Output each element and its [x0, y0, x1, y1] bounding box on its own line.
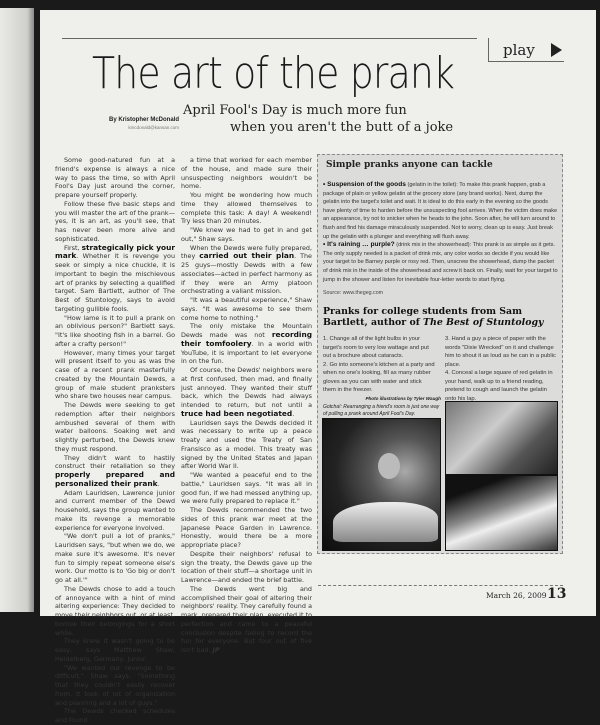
paragraph: [181, 419, 312, 472]
paragraph: [181, 156, 312, 191]
sidebar-pranks-list: [323, 181, 559, 284]
bold-text: properly prepared and personalized their prank: [55, 470, 175, 488]
text-segment: The Dewds chose to add a touch of annoyance with a hint of mind altering experience: They decided to move their neighbors out, or at least, borrow their belongings for a short while.: [55, 584, 175, 637]
footer-rule: [318, 585, 563, 586]
text-segment: "We wanted our revenge to be difficult," Shaw says. "Something that they couldn't easily recover from. It took of lot of organization and planning and a lot of guys.": [55, 663, 175, 707]
sidebar-heading: Simple pranks anyone can tackle: [326, 160, 493, 170]
text-segment: Follow these five basic steps and you will master the art of the prank—yes, it is an art, as you'll see, that has never been more alive and sophisticated.: [55, 199, 175, 243]
sidebar-box: [317, 154, 563, 554]
photo-rearranged-room: [445, 401, 558, 475]
paragraph: [323, 181, 559, 241]
paragraph: [55, 585, 175, 638]
play-triangle-icon: [551, 43, 562, 57]
text-segment: The only mistake the Mountain Dewds made was not: [181, 322, 312, 339]
paragraph: [55, 637, 175, 663]
text-segment: (drink mix in the showerhead): This prank is as simple as it gets. The only supply needed is a packet of drink mix, any color works so decide if you would like your target to be Barney purple or rosy red. Then, unscrew the showerhead, dump the packet of drink mix in the inside of the showerhead and screw it back on. Finally, wait for your target to jump in the shower and listen for inevitable four-letter words to start flying.: [323, 242, 558, 283]
photo-credit: Photo illustrations by Tyler Waugh: [365, 396, 441, 401]
byline: By Kristopher McDonald: [108, 117, 179, 123]
text-segment: The Dewds recommended the two sides of this prank war meet at the Japanese Peace Garden in Lawrence. Honestly, would there be a more appropriate place?: [181, 506, 312, 549]
text-segment: They knew it wasn't going to be easy, says Matthew Shaw, Heidelberg, Germany, junior.: [55, 637, 175, 663]
tip-item: 1. Change all of the light bulbs in your target's room to very low wattage and put out a brochure about cataracts.: [323, 336, 429, 359]
tip-item: 2. Go into someone's kitchen at a party and when no one's looking, fill as many rubber gloves as you can with water and stick them in the freezer.: [323, 361, 435, 393]
bold-text: carried out their plan: [199, 251, 295, 261]
paragraph: [55, 401, 175, 454]
text-segment: However, many times your target will present itself to you as was the case of a recent prank masterfully created by the Mountain Dewds, a group of male student pranksters who share two houses near campus.: [55, 348, 175, 401]
photo-face: [378, 453, 400, 479]
text-segment: Lauridsen says the Dewds decided it was necessary to write up a peace treaty and used the Treaty of San Fransisco as a model. This treaty was signed by the United States and Japan after World War II.: [181, 418, 312, 471]
photo-furniture: [445, 475, 558, 551]
paragraph: [181, 191, 312, 226]
paragraph: [181, 471, 312, 506]
text-segment: (gelatin in the toilet): To make this prank happen, grab a package of plain or yellow gelatin at the grocery store (any brand works). Next, dump the gelatin into the target's toilet and wait. It is ideal to do this early in the evening so the goods have plenty of time to harden before the unsuspecting fool arrives. When the victim does make an appearance, try not to snicker when he heads to the john. Soon after, he will turn around to flush and find his damage miraculously suspended. Not to worry, clean up is easy. Just break up the gelatin with a plunger and everything will flush away.: [323, 182, 558, 240]
text-segment: When the Dewds were fully prepared, they: [181, 243, 312, 261]
adjacent-page-edge: [0, 8, 34, 612]
subheadline-line-1: April Fool's Day is much more fun: [183, 103, 407, 118]
bold-text: • Suspension of the goods: [323, 181, 406, 188]
text-segment: Some good-natured fun at a friend's expense is always a nice way to pass the time, so with April Fool's Day just around the corner, prepare yourself properly.: [55, 156, 175, 199]
tips-left: [323, 335, 435, 395]
paragraph: [181, 366, 312, 419]
paragraph: [55, 489, 175, 533]
text-segment: Of course, the Dewds' neighbors were at first confused, then mad, and finally just annoyed. They wanted their stuff back, which the Dewds had always intended to return, but not until a: [181, 366, 312, 409]
paragraph: [181, 506, 312, 550]
text-segment: "We wanted a peaceful end to the battle," Lauridsen says. "It was all in good fun, if we had messed anything up, we were fully prepared to replace it.": [181, 471, 312, 506]
paragraph: [55, 156, 175, 200]
bold-text: • It's raining … purple?: [323, 241, 395, 249]
author-email: kmcdonald@kansan.com: [128, 125, 179, 130]
text-segment: a time that worked for each member of the house, and made sure their unsuspecting neighbors wouldn't be home.: [181, 156, 312, 191]
text-segment: First,: [64, 243, 82, 252]
paragraph: [55, 707, 175, 725]
paragraph: [181, 296, 312, 322]
paragraph: [181, 322, 312, 366]
text-segment: .: [292, 409, 295, 418]
paragraph: [181, 550, 312, 585]
text-segment: The Dewds were seeking to get redemption after their neighbors ambushed several of them with water balloons. Soaking wet and slightly perturbed, the Dewds knew they must respond.: [55, 401, 175, 453]
bold-text: truce had been negotiated: [181, 408, 293, 418]
article-column-1: [55, 156, 175, 725]
tip-item: 4. Conceal a large square of red gelatin in your hand, walk up to a friend reading, pretend to cough and launch the gelatin onto his lap.: [445, 370, 553, 402]
paragraph: [55, 532, 175, 585]
text-segment: "How lame is it to pull a prank on an oblivious person?" Bartlett says. "It's like shooting fish in a barrel. Go after a crafty person!": [55, 313, 175, 348]
text-segment: Despite their neighbors' refusal to sign the treaty, the Dewds gave up the location of their stuff—a shortage unit in Lawrence—and ended the brief battle.: [181, 549, 312, 584]
paragraph: [55, 664, 175, 708]
header-rule: [62, 38, 477, 39]
text-segment: .: [157, 479, 160, 488]
text-segment: "We knew we had to get in and get out," Shaw says.: [181, 226, 312, 243]
book-title: The Best of Stuntology: [423, 317, 544, 328]
text-segment: The Dewds checked schedules and found: [55, 707, 175, 724]
section-label: play: [503, 40, 535, 59]
subheadline-line-2: when you aren't the butt of a joke: [230, 120, 454, 135]
paragraph: [55, 200, 175, 244]
text-segment: "We don't pull a lot of pranks," Lauridsen says, "but when we do, we make sure it's awesome. It's never fun to simply repeat someone else's work. Our motto is to 'Go big or don't go at all.'": [55, 532, 175, 584]
text-segment: The Dewds went big and accomplished their goal of altering their neighbors' reality. They carefully found a mark, prepared their plan, executed it to perfection and came to a peaceful conclusion despite failing to record the fun for everyone. But four out of five isn't bad.: [181, 584, 312, 654]
paragraph: [55, 454, 175, 489]
text-segment: They didn't want to hastily construct their retaliation so they: [55, 453, 175, 471]
issue-date: March 26, 2009: [486, 591, 547, 600]
sidebar-source: Source: www.thegeg.com: [323, 290, 384, 296]
text-segment: . The 25 guys—mostly Dewds with a few associates—acted in perfect harmony as if they were an Army platoon orchestrating a valiant mission.: [181, 252, 312, 296]
photo-caption: Gotcha!: Rearranging a friend's room is just one way of pulling a prank around April Fool's Day.: [323, 404, 440, 417]
page-number: 13: [547, 586, 567, 602]
text-segment: "It was a beautiful experience," Shaw says. "It was awesome to see them come home to nothing.": [181, 296, 312, 322]
paragraph: [55, 314, 175, 349]
tips-right: [445, 335, 557, 403]
end-mark: JP: [212, 646, 220, 654]
photo-sofa: [333, 502, 438, 542]
photo-person-on-sofa: [322, 418, 441, 551]
sidebar-heading-2: [323, 306, 561, 328]
text-segment: . In a world with YouTube, it is important to let everyone in on the fun.: [181, 339, 313, 366]
paragraph: [181, 226, 312, 244]
paragraph: [323, 241, 559, 284]
headline: The art of the prank: [92, 48, 455, 99]
text-segment: You might be wondering how much time they allowed themselves to complete this task: A day! A weekend! Try less than 20 minutes.: [181, 191, 312, 226]
paragraph: [55, 349, 175, 402]
text-segment: . Whether it is revenge you seek or simply a nice chuckle, it is important to begin the mischievous art of pranks by selecting a qualified target. Sam Bartlett, author of The Best of Stuntology, says to avoid targeting gullible fools.: [55, 252, 175, 313]
text-segment: Adam Lauridsen, Lawrence junior and current member of the Dewd household, says the group wanted to make its revenge a memorable experience for everyone involved.: [55, 488, 175, 532]
bold-text: strategically pick your mark: [55, 242, 175, 261]
paragraph: [55, 244, 175, 314]
article-column-2: [181, 156, 312, 655]
heading2-text: Pranks for college students from Sam Bartlett, author of: [323, 306, 523, 328]
paragraph: [181, 244, 312, 297]
tip-item: 3. Hand a guy a piece of paper with the words "Dixie Wrecked" on it and challenge him to shout it as loud as he can in a public place.: [445, 336, 556, 368]
section-tab: [488, 38, 564, 62]
bold-text: recording their tomfoolery: [181, 330, 312, 348]
